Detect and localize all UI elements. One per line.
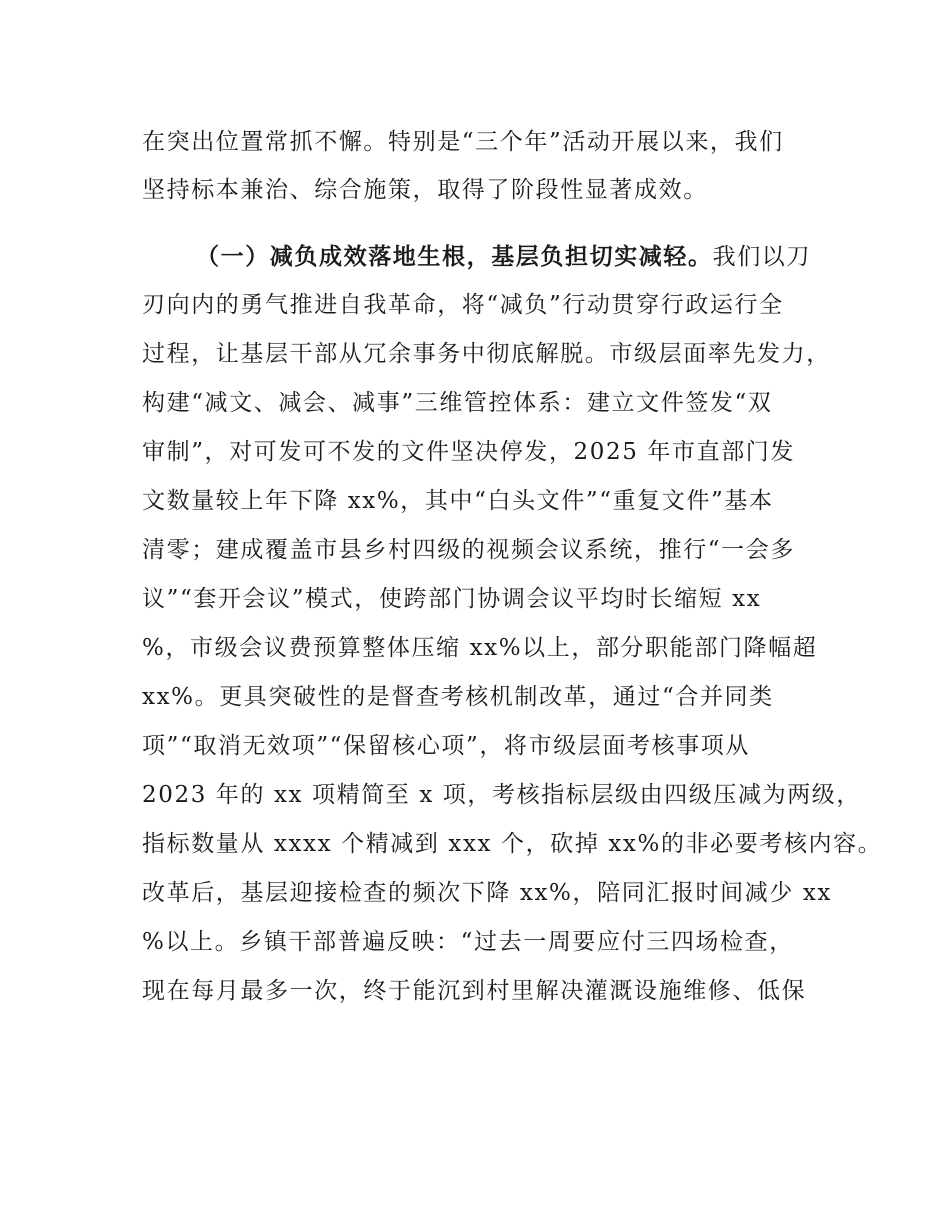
- text-line: 审制”，对可发可不发的文件坚决停发，2025 年市直部门发: [142, 439, 796, 465]
- section-heading-line: [196, 242, 811, 272]
- text-line: 刃向内的勇气推进自我革命，将“减负”行动贯穿行政运行全: [142, 292, 784, 318]
- text-line: 过程，让基层干部从冗余事务中彻底解脱。市级层面率先发力，: [142, 341, 831, 367]
- text-line: xx%。更具突破性的是督查考核机制改革，通过“合并同类: [142, 684, 774, 710]
- text-line: 指标数量从 xxxx 个精减到 xxx 个，砍掉 xx%的非必要考核内容。: [142, 831, 883, 857]
- text-line: 议”“套开会议”模式，使跨部门协调会议平均时长缩短 xx: [142, 586, 762, 612]
- text-line: 2023 年的 xx 项精简至 x 项，考核指标层级由四级压减为两级，: [142, 782, 862, 808]
- text-line: 在突出位置常抓不懈。特别是“三个年”活动开展以来，我们: [142, 129, 784, 155]
- text-line: 改革后，基层迎接检查的频次下降 xx%，陪同汇报时间减少 xx: [142, 880, 832, 906]
- text-line: 现在每月最多一次，终于能沉到村里解决灌溉设施维修、低保: [142, 978, 807, 1004]
- text-line: 坚持标本兼治、综合施策，取得了阶段性显著成效。: [142, 177, 708, 203]
- text-line: 构建“减文、减会、减事”三维管控体系：建立文件签发“双: [142, 390, 773, 416]
- text-line: 清零；建成覆盖市县乡村四级的视频会议系统，推行“一会多: [142, 537, 795, 563]
- text-line: %，市级会议费预算整体压缩 xx%以上，部分职能部门降幅超: [142, 635, 818, 661]
- text-line: %以上。乡镇干部普遍反映：“过去一周要应付三四场检查，: [142, 929, 794, 955]
- text-line: 项”“取消无效项”“保留核心项”，将市级层面考核事项从: [142, 733, 750, 759]
- text-line: 文数量较上年下降 xx%，其中“白头文件”“重复文件”基本: [142, 488, 774, 514]
- section-heading: （一）减负成效落地生根，基层负担切实减轻。: [196, 244, 713, 270]
- text-run: 我们以刀: [712, 244, 812, 270]
